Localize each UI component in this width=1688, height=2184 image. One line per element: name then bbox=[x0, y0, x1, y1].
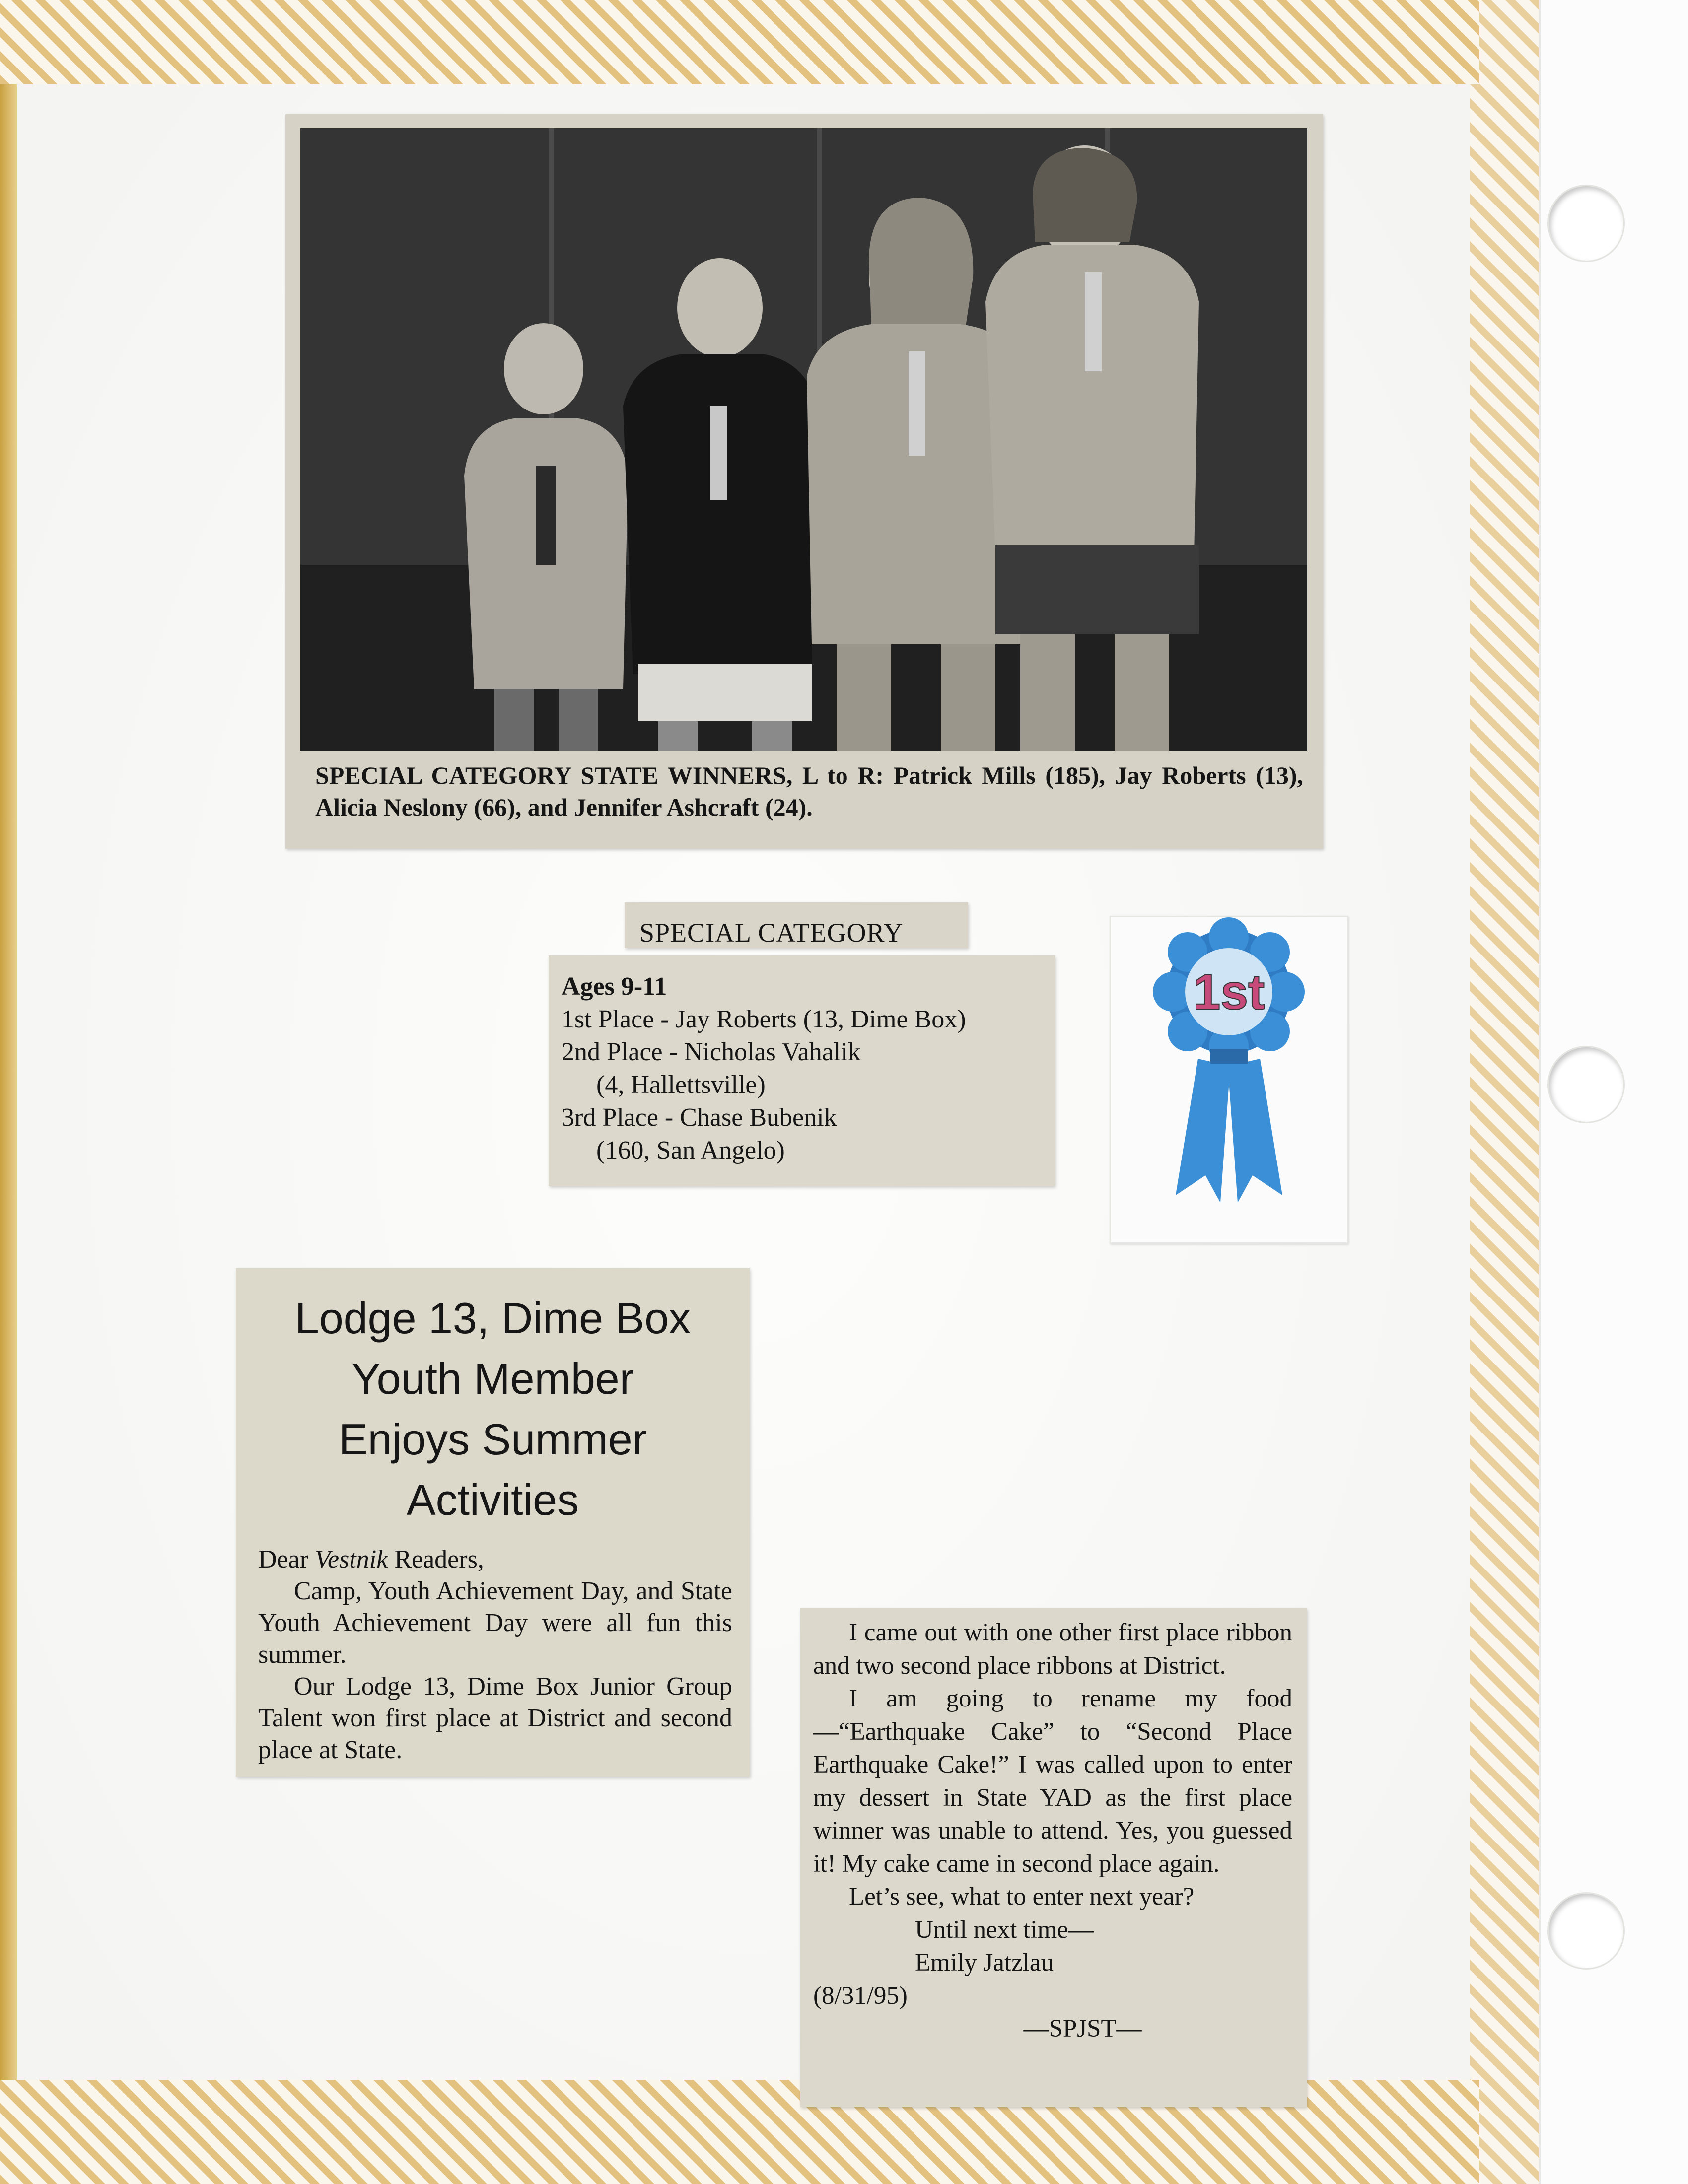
paragraph: Let’s see, what to enter next year? bbox=[849, 1883, 1195, 1911]
article-headline bbox=[236, 1288, 750, 1530]
paragraph: I came out with one other first place ribbon and two second place ribbons at District. bbox=[813, 1619, 1292, 1680]
salutation: Dear Vestnik Readers, bbox=[258, 1545, 484, 1573]
photo-clipping bbox=[285, 114, 1323, 849]
binder-edge bbox=[0, 0, 17, 2184]
letter-continuation-clipping bbox=[800, 1608, 1307, 2107]
photo-caption: SPECIAL CATEGORY STATE WINNERS, L to R: Patrick Mills (185), Jay Roberts (13), Alicia Neslony (66), and Jennifer Ashcraft (24). bbox=[315, 761, 1303, 821]
top-stripe-border bbox=[0, 0, 1479, 84]
right-stripe-border bbox=[1470, 0, 1539, 2184]
first-place-ribbon-icon bbox=[1111, 917, 1347, 1242]
footer-mark: —SPJST— bbox=[1023, 2015, 1142, 2043]
age-group: Ages 9-11 bbox=[562, 972, 667, 1001]
headline-line: Enjoys Summer bbox=[338, 1415, 647, 1464]
punch-hole bbox=[1549, 1047, 1623, 1122]
headline-line: Youth Member bbox=[351, 1354, 634, 1403]
special-category-title: SPECIAL CATEGORY bbox=[639, 918, 904, 948]
punch-hole bbox=[1549, 1894, 1623, 1968]
special-category-header-clipping bbox=[625, 902, 968, 948]
winners-photo bbox=[300, 128, 1307, 751]
ribbon-card bbox=[1110, 916, 1348, 1244]
result-line: (160, San Angelo) bbox=[596, 1136, 785, 1164]
headline-line: Lodge 13, Dime Box bbox=[294, 1294, 691, 1343]
signature: Emily Jatzlau bbox=[915, 1949, 1054, 1977]
letter-body bbox=[813, 1616, 1292, 2046]
paragraph: I am going to rename my food—“Earthquake Cake” to “Second Place Earthquake Cake!” I was called upon to enter my dessert in State YAD as the first place winner was unable to attend. Yes, you guessed it! My cake came in second place again. bbox=[813, 1685, 1292, 1878]
special-category-results-clipping bbox=[549, 956, 1055, 1186]
article-clipping bbox=[236, 1268, 750, 1777]
closing: Until next time— bbox=[915, 1915, 1094, 1944]
result-line: (4, Hallettsville) bbox=[596, 1071, 766, 1099]
headline-line: Activities bbox=[406, 1475, 579, 1524]
result-line: 1st Place - Jay Roberts (13, Dime Box) bbox=[562, 1005, 966, 1033]
punch-hole bbox=[1549, 186, 1623, 261]
result-line: 3rd Place - Chase Bubenik bbox=[562, 1103, 837, 1132]
ribbon-label: 1st bbox=[1193, 964, 1265, 1020]
article-body bbox=[258, 1544, 732, 1766]
date: (8/31/95) bbox=[813, 1981, 908, 2010]
paragraph: Our Lodge 13, Dime Box Junior Group Talent won first place at District and second place at State. bbox=[258, 1672, 732, 1764]
result-line: 2nd Place - Nicholas Vahalik bbox=[562, 1038, 861, 1066]
paragraph: Camp, Youth Achievement Day, and State Youth Achievement Day were all fun this summer. bbox=[258, 1577, 732, 1669]
